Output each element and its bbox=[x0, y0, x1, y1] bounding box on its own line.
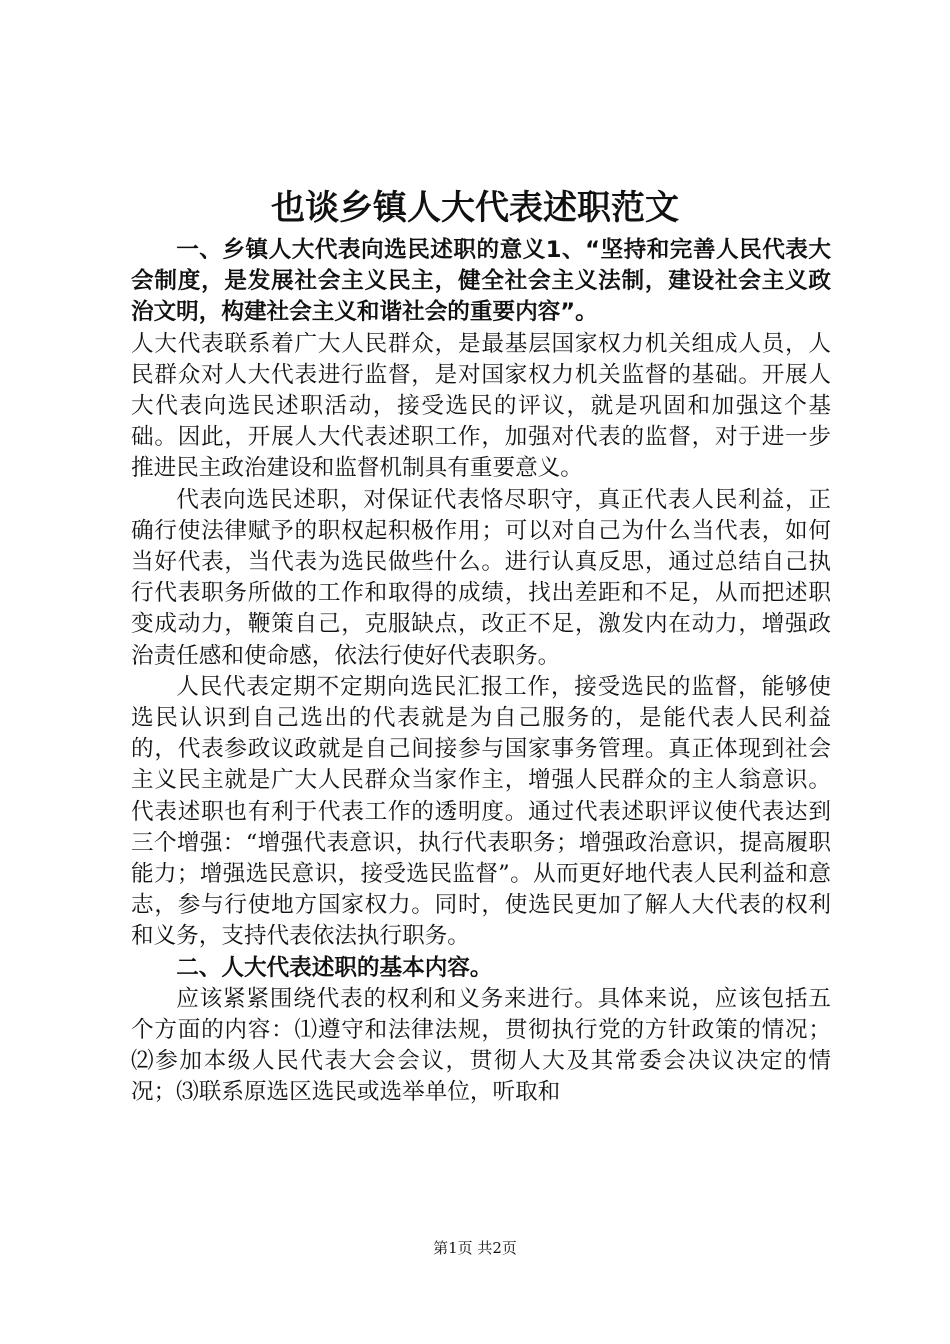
page-number-footer: 第1页 共2页 bbox=[433, 1239, 517, 1257]
paragraph: 应该紧紧围绕代表的权利和义务来进行。具体来说，应该包括五个方面的内容：⑴遵守和法律法规，贯彻执行党的方针政策的情况；⑵参加本级人民代表大会会议，贯彻人大及其常委会决议决定的情况；⑶联系原选区选民或选举单位，听取和 bbox=[131, 985, 831, 1106]
section-heading-2: 二、人大代表述职的基本内容。 bbox=[176, 954, 493, 981]
section-heading-1: 一、乡镇人大代表向选民述职的意义1、“坚持和完善人民代表大会制度，是发展社会主义民主，健全社会主义法制，建设社会主义政治文明，构建社会主义和谐社会的重要内容”。 bbox=[131, 237, 831, 326]
paragraph: 人民代表定期不定期向选民汇报工作，接受选民的监督，能够使选民认识到自己选出的代表就是为自己服务的，是能代表人民利益的，代表参政议政就是自己间接参与国家事务管理。真正体现到社会主义民主就是广大人民群众当家作主，增强人民群众的主人翁意识。代表述职也有利于代表工作的透明度。通过代表述职评议使代表达到三个增强：“增强代表意识，执行代表职务；增强政治意识，提高履职能力；增强选民意识，接受选民监督”。从而更好地代表人民利益和意志，参与行使地方国家权力。同时，使选民更加了解人大代表的权利和义务，支持代表依法执行职务。 bbox=[131, 673, 831, 950]
paragraph: 人大代表联系着广大人民群众，是最基层国家权力机关组成人员，人民群众对人大代表进行监督，是对国家权力机关监督的基础。开展人大代表向选民述职活动，接受选民的评议，就是巩固和加强这个基础。因此，开展人大代表述职工作，加强对代表的监督，对于进一步推进民主政治建设和监督机制具有重要意义。 bbox=[131, 330, 831, 482]
document-title: 也谈乡镇人大代表述职范文 bbox=[271, 188, 679, 228]
document-body bbox=[131, 235, 831, 1109]
paragraph: 代表向选民述职，对保证代表恪尽职守，真正代表人民利益，正确行使法律赋予的职权起积极作用；可以对自己为什么当代表，如何当好代表，当代表为选民做些什么。进行认真反思，通过总结自己执行代表职务所做的工作和取得的成绩，找出差距和不足，从而把述职变成动力，鞭策自己，克服缺点，改正不足，激发内在动力，增强政治责任感和使命感，依法行使好代表职务。 bbox=[131, 486, 831, 669]
